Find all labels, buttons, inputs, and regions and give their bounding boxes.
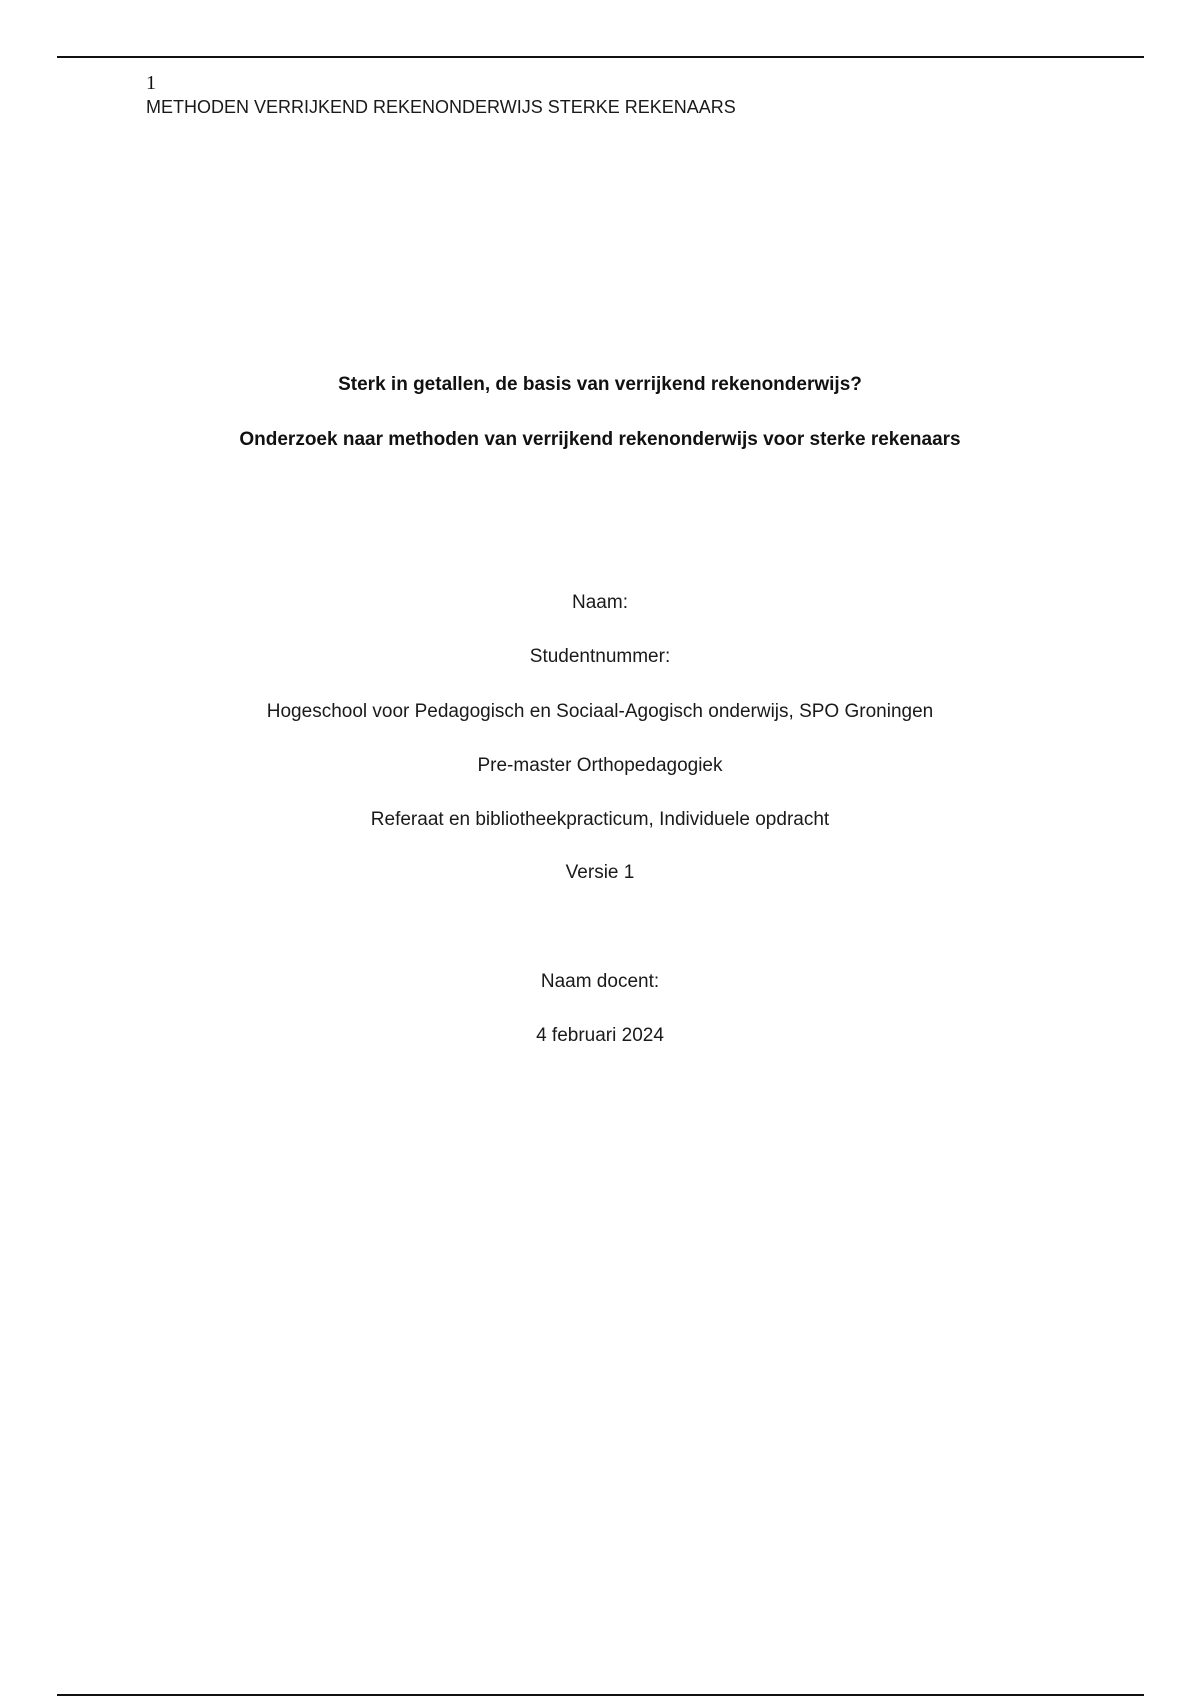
- page-header: [146, 72, 736, 118]
- version-line: Versie 1: [565, 862, 635, 883]
- teacher-name-label: Naam docent:: [540, 971, 660, 992]
- document-subtitle: Onderzoek naar methoden van verrijkend rekenonderwijs voor sterke rekenaars: [239, 429, 961, 450]
- page-number: 1: [146, 72, 156, 94]
- running-head: METHODEN VERRIJKEND REKENONDERWIJS STERKE REKENAARS: [146, 97, 736, 117]
- program-line: Pre-master Orthopedagogiek: [477, 755, 723, 776]
- institution-line: Hogeschool voor Pedagogisch en Sociaal-Agogisch onderwijs, SPO Groningen: [266, 701, 934, 722]
- document-date: 4 februari 2024: [536, 1025, 664, 1046]
- author-name-label: Naam:: [572, 592, 628, 613]
- document-title: Sterk in getallen, de basis van verrijkend rekenonderwijs?: [338, 374, 862, 395]
- student-number-label: Studentnummer:: [529, 646, 671, 667]
- footer-rule: [57, 1694, 1144, 1696]
- header-rule: [57, 56, 1144, 58]
- course-line: Referaat en bibliotheekpracticum, Individuele opdracht: [370, 809, 830, 830]
